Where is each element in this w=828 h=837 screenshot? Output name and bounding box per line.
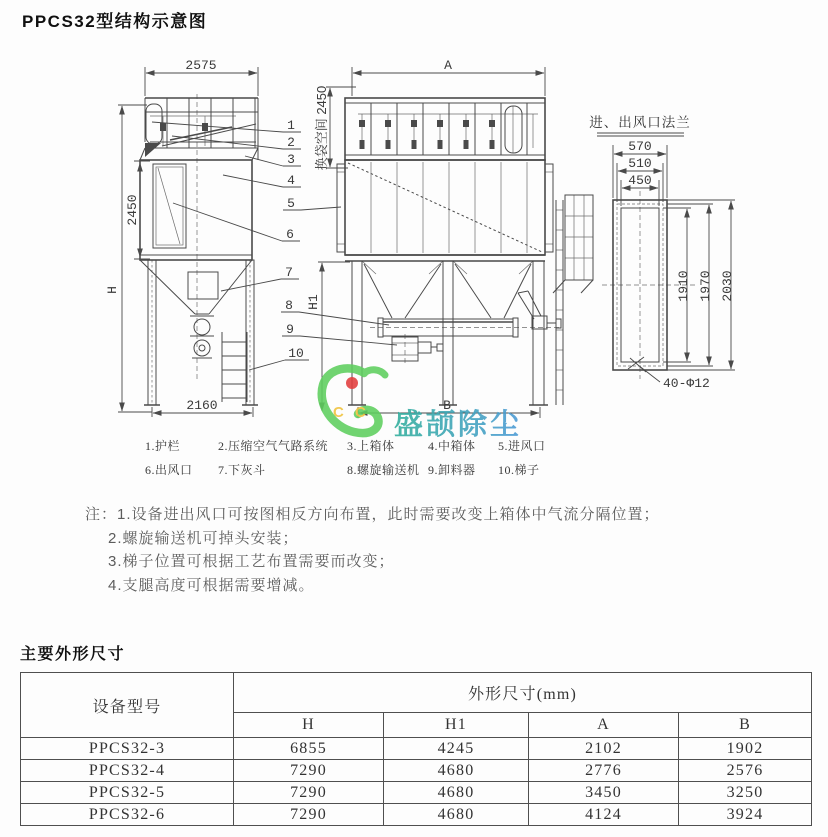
col-header-H1: H1	[384, 713, 529, 738]
part-item: 5.进风口	[498, 439, 546, 453]
part-item: 9.卸料器	[428, 463, 476, 477]
value-cell: 4680	[384, 782, 529, 804]
callout-7: 7	[285, 265, 293, 280]
value-cell: 3250	[679, 782, 812, 804]
model-cell: PPCS32-6	[21, 804, 234, 826]
note-line: 3.梯子位置可根据工艺布置需要而改变；	[108, 553, 395, 570]
technical-drawing	[0, 50, 828, 442]
model-cell: PPCS32-5	[21, 782, 234, 804]
callout-1: 1	[287, 118, 295, 133]
model-cell: PPCS32-3	[21, 738, 234, 760]
dim-label-1970: 1970	[698, 270, 713, 302]
dim-label-A: A	[444, 58, 452, 73]
part-item: 1.护栏	[145, 439, 181, 453]
note-line: 2.螺旋输送机可掉头安装；	[108, 529, 299, 547]
bolt-note-label: 40-Φ12	[663, 376, 710, 391]
left-side-view	[105, 58, 258, 417]
callout-2: 2	[287, 135, 295, 150]
value-cell: 4245	[384, 738, 529, 760]
callout-10: 10	[288, 346, 304, 361]
col-header-B: B	[679, 713, 812, 738]
value-cell: 2776	[529, 760, 679, 782]
value-cell: 3924	[679, 804, 812, 826]
part-item: 10.梯子	[498, 463, 540, 477]
value-cell: 7290	[234, 760, 384, 782]
notes-label: 注：	[85, 506, 118, 523]
dim-label-B: B	[443, 398, 451, 413]
dim-label-H: H	[105, 286, 120, 294]
table-row	[21, 738, 812, 760]
dim-label-2450: 2450	[125, 194, 140, 226]
value-cell: 7290	[234, 782, 384, 804]
callout-8: 8	[285, 298, 293, 313]
callout-6: 6	[286, 227, 294, 242]
value-cell: 6855	[234, 738, 384, 760]
part-item: 7.下灰斗	[218, 463, 266, 477]
note-line: 4.支腿高度可根据需要增减。	[108, 576, 315, 594]
logo-letter-c: C	[355, 404, 366, 421]
part-item: 8.螺旋输送机	[347, 463, 420, 477]
table-row	[21, 760, 812, 782]
value-cell: 3450	[529, 782, 679, 804]
value-cell: 4680	[384, 804, 529, 826]
note-line	[85, 503, 825, 527]
callout-9: 9	[286, 322, 294, 337]
table-row	[21, 804, 812, 826]
flange-detail-view	[589, 114, 735, 391]
logo-red-dot	[346, 377, 358, 389]
page-title: PPCS32型结构示意图	[22, 12, 208, 31]
model-column-header: 设备型号	[21, 673, 234, 738]
dim-label-510: 510	[628, 156, 652, 171]
value-cell: 4680	[384, 760, 529, 782]
callout-4: 4	[287, 173, 295, 188]
dim-label-H1: H1	[306, 294, 321, 310]
dim-label-450: 450	[628, 173, 652, 188]
dim-label-2030: 2030	[720, 270, 735, 302]
model-cell: PPCS32-4	[21, 760, 234, 782]
value-cell: 1902	[679, 738, 812, 760]
callout-numbers	[152, 118, 397, 370]
dim-label-1910: 1910	[676, 270, 691, 302]
table-row	[21, 782, 812, 804]
dim-label-570: 570	[628, 139, 652, 154]
note-text: 1.设备进出风口可按图相反方向布置，此时需要改变上箱体中气流分隔位置；	[117, 506, 660, 523]
dimensions-table	[20, 672, 812, 826]
callout-3: 3	[287, 152, 295, 167]
value-cell: 2102	[529, 738, 679, 760]
logo-letter-c: C	[333, 404, 344, 421]
notes-block	[85, 503, 825, 597]
watermark-text: 盛颉除尘	[394, 409, 523, 441]
col-header-H: H	[234, 713, 384, 738]
col-header-A: A	[529, 713, 679, 738]
value-cell: 4124	[529, 804, 679, 826]
part-item: 6.出风口	[145, 463, 193, 477]
part-item: 2.压缩空气气路系统	[218, 439, 329, 453]
dim-label-2160: 2160	[186, 398, 218, 413]
value-cell: 7290	[234, 804, 384, 826]
value-cell: 2576	[679, 760, 812, 782]
part-item: 4.中箱体	[428, 439, 476, 453]
callout-5: 5	[287, 196, 295, 211]
dim-label-2575: 2575	[185, 58, 217, 73]
group-header: 外形尺寸(mm)	[234, 673, 812, 713]
dim-label-bag-space: 换袋空间 2450	[314, 85, 329, 171]
flange-view-title: 进、出风口法兰	[589, 115, 691, 130]
section-heading: 主要外形尺寸	[20, 646, 126, 663]
part-item: 3.上箱体	[347, 439, 395, 453]
